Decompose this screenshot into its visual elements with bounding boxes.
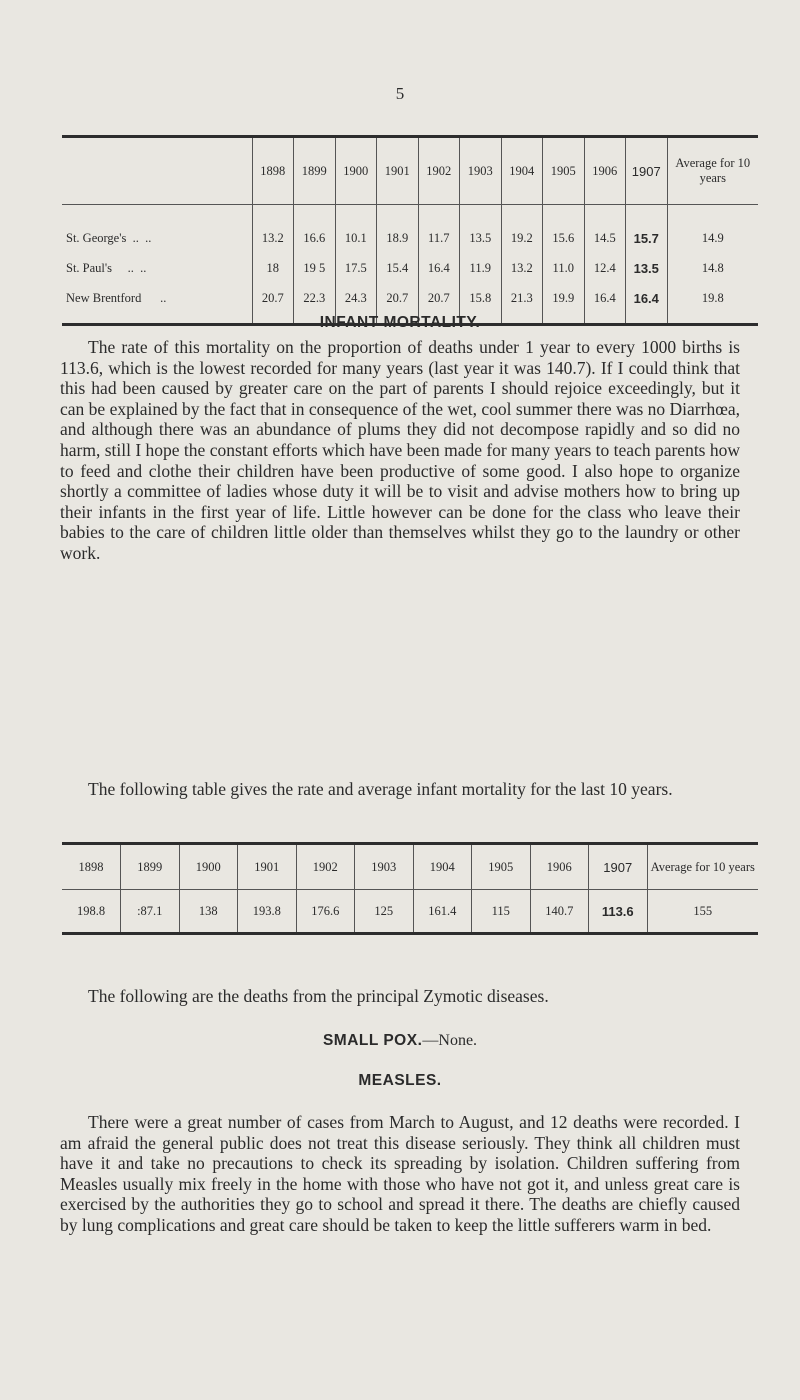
rate-cell: 16.4	[418, 253, 460, 283]
rate-cell: 18	[252, 253, 294, 283]
rate-cell: 176.6	[296, 890, 355, 934]
rate-cell: 15.4	[377, 253, 419, 283]
year-header: 1902	[418, 137, 460, 205]
year-header: 1904	[413, 844, 472, 890]
rate-cell: 140.7	[530, 890, 589, 934]
year-header: 1903	[355, 844, 414, 890]
rate-cell: 19.9	[543, 283, 585, 325]
rate-cell: 18.9	[377, 205, 419, 254]
rate-cell: :87.1	[121, 890, 180, 934]
page-number: 5	[395, 84, 405, 103]
rate-cell: 13.2	[501, 253, 543, 283]
rate-cell: 11.0	[543, 253, 585, 283]
rate-cell: 19.2	[501, 205, 543, 254]
rate-cell: 21.3	[501, 283, 543, 325]
year-header: 1906	[584, 137, 626, 205]
average-cell: 14.8	[667, 253, 758, 283]
rate-cell: 15.6	[543, 205, 585, 254]
rate-cell: 15.7	[626, 205, 668, 254]
average-cell: 14.9	[667, 205, 758, 254]
rate-cell: 19 5	[294, 253, 336, 283]
rate-cell: 20.7	[377, 283, 419, 325]
average-header: Average for 10 years	[647, 844, 758, 890]
rate-cell: 24.3	[335, 283, 377, 325]
rate-cell: 16.4	[584, 283, 626, 325]
infant-mortality-heading: INFANT MORTALITY.	[319, 314, 481, 331]
infant-mortality-paragraph: The rate of this mortality on the proportion of deaths under 1 year to every 1000 births is 113.6, which is the lowest recorded for many years (last year it was 140.7). If I could think that this had been caused by greater care on the part of parents I should rejoice exceedingly, but it can be explained by the fact that in consequence of the wet, cool summer there was no Diarrhœa, and although there was an abundance of plums they did not decompose rapidly and so did no harm, still I hope the constant efforts which have been made for many years to teach parents how to feed and clothe their children have been productive of some good. I also hope to organize shortly a committee of ladies whose duty it will be to visit and advise mothers how to bring up their infants in the first year of life. Little however can be done for the class who leave their babies to the care of children little older than themselves whilst they go to the laundry or other work.	[60, 337, 741, 563]
rate-cell: 115	[472, 890, 531, 934]
rate-cell: 13.5	[460, 205, 502, 254]
rate-cell: 13.5	[626, 253, 668, 283]
year-header: 1900	[179, 844, 238, 890]
small-pox-heading: SMALL POX.	[322, 1032, 423, 1049]
rate-cell: 10.1	[335, 205, 377, 254]
table-header-row	[62, 844, 758, 890]
year-header: 1905	[543, 137, 585, 205]
table-header-row	[62, 137, 758, 205]
year-header: 1907	[589, 844, 648, 890]
rate-cell: 125	[355, 890, 414, 934]
small-pox-value: —None.	[422, 1032, 478, 1049]
year-header: 1899	[121, 844, 180, 890]
district-label: New Brentford ..	[66, 290, 167, 305]
district-label: St. George's .. ..	[66, 230, 152, 245]
year-header: 1901	[238, 844, 297, 890]
year-header: 1906	[530, 844, 589, 890]
infant-mortality-table	[62, 842, 758, 935]
rate-cell: 20.7	[252, 283, 294, 325]
rate-cell: 20.7	[418, 283, 460, 325]
table-row	[62, 253, 758, 283]
district-header-cell	[62, 137, 252, 205]
rate-cell: 113.6	[589, 890, 648, 934]
year-header: 1900	[335, 137, 377, 205]
rate-cell: 13.2	[252, 205, 294, 254]
rate-cell: 161.4	[413, 890, 472, 934]
year-header: 1898	[252, 137, 294, 205]
small-pox-line	[0, 1032, 800, 1050]
rate-cell: 198.8	[76, 903, 106, 918]
average-cell: 155	[647, 890, 758, 934]
rate-cell: 193.8	[238, 890, 297, 934]
year-header: 1907	[626, 137, 668, 205]
measles-heading: MEASLES.	[358, 1072, 442, 1089]
table-intro-paragraph: The following table gives the rate and average infant mortality for the last 10 years.	[88, 779, 673, 799]
year-header: 1905	[472, 844, 531, 890]
rate-cell: 17.5	[335, 253, 377, 283]
rate-cell: 15.8	[460, 283, 502, 325]
measles-paragraph: There were a great number of cases from March to August, and 12 deaths were recorded. I am afraid the general public does not treat this disease seriously. They think all children must have it and take no precautions to check its spreading by isolation. Children suffering from Measles usually mix freely in the home with those who have not got it, and unless great care is exercised by the authorities they go to school and spread it there. The deaths are chiefly caused by lung complications and great care should be taken to keep the little sufferers warm in bed.	[60, 1112, 740, 1235]
year-header: 1904	[501, 137, 543, 205]
table-row	[62, 890, 758, 934]
district-label: St. Paul's .. ..	[66, 260, 147, 275]
year-header: 1901	[377, 137, 419, 205]
year-header: 1903	[460, 137, 502, 205]
rate-cell: 16.4	[626, 283, 668, 325]
year-header: 1898	[62, 844, 121, 890]
table-row	[62, 205, 758, 254]
rate-cell: 11.9	[460, 253, 502, 283]
year-header: 1902	[296, 844, 355, 890]
district-rates-table	[62, 135, 758, 326]
rate-cell: 14.5	[584, 205, 626, 254]
rate-cell: 11.7	[418, 205, 460, 254]
average-header: Average for 10 years	[667, 137, 758, 205]
year-header: 1899	[294, 137, 336, 205]
zymotic-intro-paragraph: The following are the deaths from the principal Zymotic diseases.	[88, 986, 549, 1006]
rate-cell: 12.4	[584, 253, 626, 283]
rate-cell: 138	[179, 890, 238, 934]
rate-cell: 22.3	[294, 283, 336, 325]
rate-cell: 16.6	[294, 205, 336, 254]
average-cell: 19.8	[667, 283, 758, 325]
